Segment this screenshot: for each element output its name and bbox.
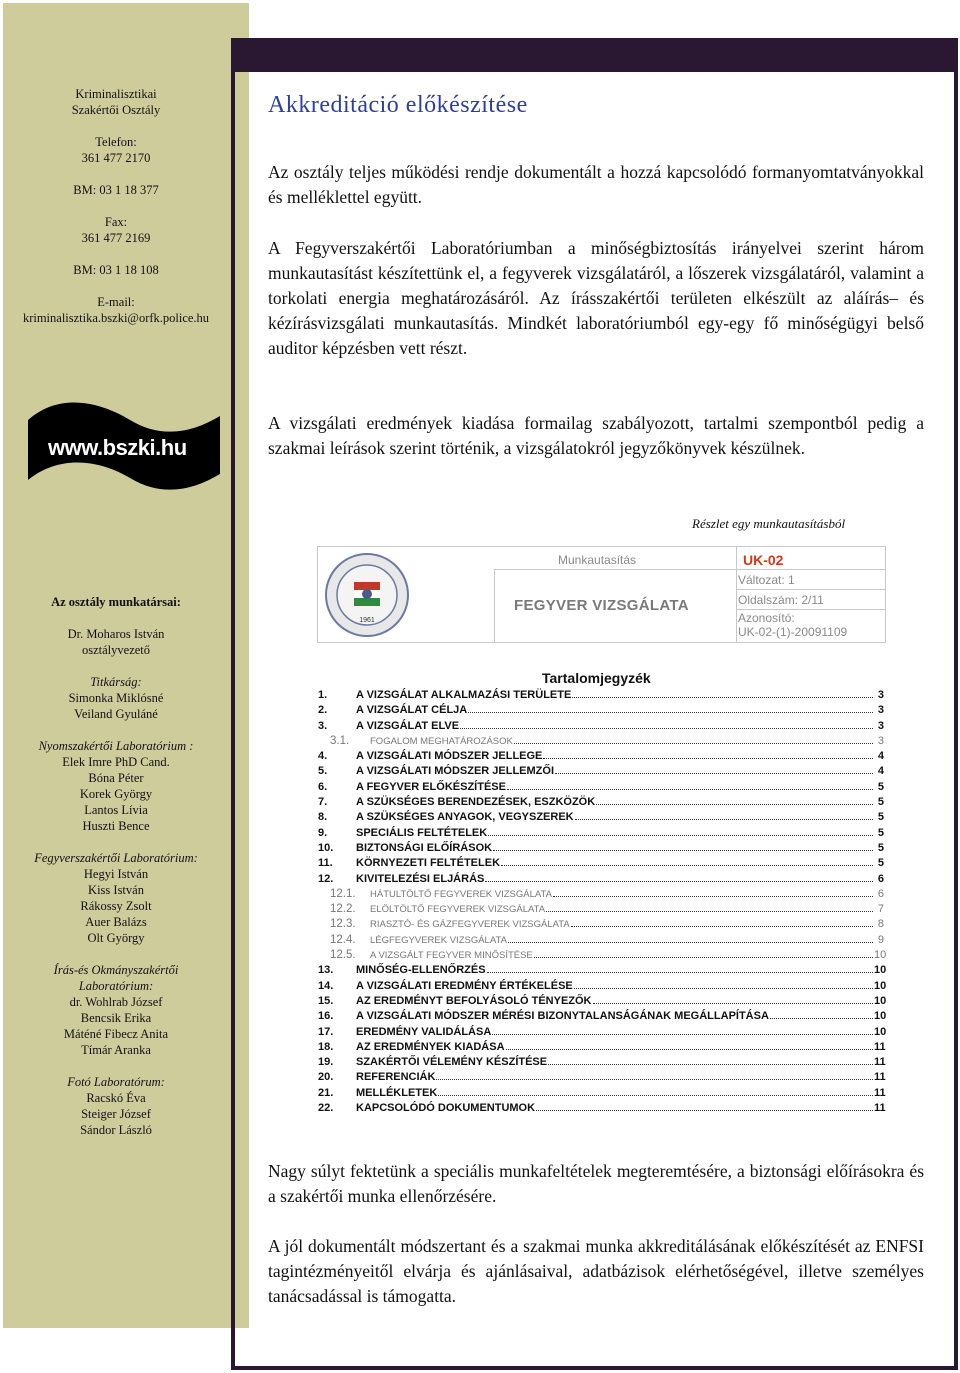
toc-entry-number: 12.	[318, 872, 334, 885]
paragraph-1: Az osztály teljes működési rendje dokumentált a hozzá kapcsolódó formanyomtatványokkal és melléklettel együtt.	[268, 162, 924, 207]
org-name-line1: Kriminalisztikai	[75, 87, 157, 101]
toc-entry-title: A VIZSGÁLAT ELVE	[356, 719, 460, 732]
staff-name: Auer Balázs	[85, 915, 147, 929]
toc-entry-number: 6.	[318, 780, 328, 793]
toc-entry[interactable]	[318, 734, 884, 749]
staff-name: Korek György	[79, 787, 153, 801]
bm-phone: BM: 03 1 18 377	[73, 183, 159, 197]
toc-leader-dots	[506, 1049, 873, 1050]
seal-year: 1961	[359, 617, 375, 624]
staff-name: Hegyi István	[83, 867, 149, 881]
toc-leader-dots	[571, 926, 873, 927]
toc-leader-dots	[488, 835, 873, 836]
document-id-label: Azonosító:	[738, 611, 795, 625]
toc-leader-dots	[485, 881, 873, 882]
document-title: FEGYVER VIZSGÁLATA	[514, 597, 689, 614]
toc-entry-title: LÉGFEGYVEREK VIZSGÁLATA	[370, 934, 507, 946]
toc-leader-dots	[555, 773, 873, 774]
toc-entry[interactable]	[318, 917, 884, 932]
toc-entry-title: A VIZSGÁLAT CÉLJA	[356, 704, 468, 717]
secretariat-label: Titkárság:	[90, 675, 142, 689]
toc-entry-title: RIASZTÓ- ÉS GÁZFEGYVEREK VIZSGÁLATA	[370, 919, 570, 931]
fax-label: Fax:	[104, 215, 128, 229]
toc-entry[interactable]	[318, 780, 884, 795]
header-divider	[494, 569, 736, 570]
toc-leader-dots	[492, 1034, 873, 1035]
toc-entry[interactable]	[318, 933, 884, 948]
photo-lab-label: Fotó Laboratórum:	[67, 1075, 165, 1089]
toc-entry[interactable]	[318, 887, 884, 902]
toc-entry[interactable]	[318, 1009, 887, 1024]
toc-entry-number: 12.1.	[330, 887, 356, 900]
header-divider	[736, 547, 737, 642]
toc-entry-title: A FEGYVER ELŐKÉSZÍTÉSE	[356, 780, 506, 793]
toc-entry-title: A VIZSGÁLATI MÓDSZER MÉRÉSI BIZONYTALANSÁGÁNAK MEGÁLLAPÍTÁSA	[356, 1010, 769, 1023]
toc-entry-number: 9.	[318, 826, 328, 839]
toc-entry[interactable]	[318, 1040, 884, 1055]
toc-leader-dots	[553, 896, 873, 897]
toc-entry-title: FOGALOM MEGHATÁROZÁSOK	[370, 735, 513, 747]
staff-heading: Az osztály munkatársai:	[51, 595, 181, 609]
toc-entry[interactable]	[318, 948, 887, 963]
paragraph-2: A Fegyverszakértői Laboratóriumban a minőségbiztosítás irányelvei szerint három munkautasítást készítettünk el, a fegyverek vizsgálatáról, a lőszerek vizsgálatáról, valamint a torkolati energia meghatározásáról. Az írásszakértői területen elkészült az aláírás– és kézírásvizsgálati munkautasítás. Mindkét laboratóriumból egy-egy fő minőségügyi belső auditor képzésben vett részt.	[268, 238, 924, 358]
toc-entry[interactable]	[318, 994, 887, 1009]
staff-name: Veiland Gyuláné	[74, 707, 158, 721]
frame-border-left	[231, 38, 235, 1368]
toc-entry-title: SPECIÁLIS FELTÉTELEK	[356, 826, 488, 839]
toc-entry[interactable]	[318, 688, 884, 703]
toc-leader-dots	[507, 789, 873, 790]
document-id: UK-02-(1)-20091109	[738, 625, 848, 639]
toc-entry-title: A SZÜKSÉGES ANYAGOK, VEGYSZEREK	[356, 811, 574, 824]
toc-entry-title: REFERENCIÁK	[356, 1071, 436, 1084]
weapon-lab-label: Fegyverszakértői Laboratórium:	[34, 851, 198, 865]
toc-entry-title: AZ EREDMÉNYEK KIADÁSA	[356, 1040, 505, 1053]
seal-icon	[324, 552, 410, 638]
toc-leader-dots	[436, 1079, 873, 1080]
toc-entry-number: 20.	[318, 1071, 334, 1084]
staff-block	[0, 594, 232, 1138]
toc-leader-dots	[468, 712, 873, 713]
toc-leader-dots	[770, 1018, 873, 1019]
staff-name: Steiger József	[81, 1107, 151, 1121]
toc-entry[interactable]	[318, 963, 887, 978]
toc-entry-number: 22.	[318, 1102, 334, 1115]
toc-entry-number: 18.	[318, 1040, 334, 1053]
toc-entry-page: 10	[874, 949, 887, 962]
staff-name: Tímár Aranka	[81, 1043, 151, 1057]
toc-leader-dots	[572, 697, 873, 698]
paragraph-4: Nagy súlyt fektetünk a speciális munkafeltételek megteremtésére, a biztonsági előírásokra és a szakértői munka ellenőrzésére.	[268, 1161, 924, 1206]
toc-entry-page: 5	[877, 826, 884, 839]
toc-entry-page: 11	[874, 1056, 886, 1069]
contact-block	[0, 86, 232, 326]
fax-number: 361 477 2169	[81, 231, 151, 245]
toc-entry-page: 10	[874, 964, 887, 977]
toc-entry-title: KÖRNYEZETI FELTÉTELEK	[356, 857, 501, 870]
toc-entry-title: HÁTULTÖLTŐ FEGYVEREK VIZSGÁLATA	[370, 888, 552, 900]
toc-entry-number: 12.2.	[330, 903, 356, 916]
toc-entry-number: 5.	[318, 765, 328, 778]
staff-name: Elek Imre PhD Cand.	[62, 755, 170, 769]
toc-entry-page: 5	[877, 841, 884, 854]
header-divider	[736, 589, 885, 590]
toc-entry[interactable]	[318, 764, 884, 779]
toc-leader-dots	[574, 988, 873, 989]
toc-entry-page: 6	[877, 887, 884, 900]
toc-entry[interactable]	[318, 1101, 884, 1116]
website-link[interactable]: www.bszki.hu	[48, 435, 187, 460]
toc-entry-title: ELÖLTÖLTŐ FEGYVEREK VIZSGÁLATA	[370, 904, 546, 916]
toc-title: Tartalomjegyzék	[542, 670, 651, 686]
staff-name: Máténé Fibecz Anita	[63, 1027, 169, 1041]
toc-entry-page: 10	[874, 1025, 887, 1038]
toc-entry-number: 15.	[318, 994, 334, 1007]
toc-entry-title: EREDMÉNY VALIDÁLÁSA	[356, 1025, 492, 1038]
toc-entry-page: 10	[874, 979, 887, 992]
toc-entry-page: 4	[877, 765, 884, 778]
toc-entry-title: SZAKÉRTŐI VÉLEMÉNY KÉSZÍTÉSE	[356, 1056, 548, 1069]
toc-entry-number: 21.	[318, 1086, 334, 1099]
toc-leader-dots	[460, 728, 873, 729]
document-code: UK-02	[743, 552, 784, 568]
toc-entry-title: A VIZSGÁLT FEGYVER MINŐSÍTÉSE	[370, 950, 533, 962]
toc-entry-title: A VIZSGÁLAT ALKALMAZÁSI TERÜLETE	[356, 689, 572, 701]
header-label: Munkautasítás	[558, 553, 637, 567]
toc-leader-dots	[593, 1003, 873, 1004]
toc-entry[interactable]	[318, 703, 884, 718]
toc-entry-page: 11	[874, 1040, 886, 1053]
email-label: E-mail:	[97, 295, 135, 309]
toc-entry[interactable]	[318, 856, 884, 871]
toc-entry[interactable]	[318, 979, 887, 994]
toc-entry-title: A VIZSGÁLATI MÓDSZER JELLEGE	[356, 750, 543, 763]
toc-entry-page: 7	[877, 903, 884, 916]
toc-entry-page: 11	[874, 1086, 886, 1099]
toc-entry-number: 2.	[318, 704, 328, 717]
toc-entry[interactable]	[318, 810, 884, 825]
toc-entry-number: 12.3.	[330, 918, 356, 931]
toc-entry-title: MELLÉKLETEK	[356, 1086, 438, 1099]
toc-entry[interactable]	[318, 826, 884, 841]
trace-lab-label: Nyomszakértői Laboratórium :	[38, 739, 194, 753]
toc-entry-page: 9	[877, 933, 884, 946]
toc-entry[interactable]	[318, 872, 884, 887]
document-lab-label: Írás-és Okmányszakértői	[53, 963, 179, 977]
toc-entry[interactable]	[318, 719, 884, 734]
toc-entry-number: 17.	[318, 1025, 334, 1038]
toc-entry-page: 8	[877, 918, 884, 931]
toc-entry-title: KIVITELEZÉSI ELJÁRÁS	[356, 872, 485, 885]
staff-name: Olt György	[87, 931, 145, 945]
page-title: Akkreditáció előkészítése	[268, 92, 528, 118]
paragraph-3: A vizsgálati eredmények kiadása formailag szabályozott, tartalmi szempontból pedig a szakmai leírások szerint történik, a vizsgálatokról jegyzőkönyvek készülnek.	[268, 413, 924, 458]
toc-entry[interactable]	[318, 795, 884, 810]
staff-name: Bencsik Erika	[80, 1011, 152, 1025]
toc-leader-dots	[508, 942, 873, 943]
toc-leader-dots	[548, 1064, 873, 1065]
toc-leader-dots	[546, 911, 873, 912]
staff-name: Lantos Lívia	[84, 803, 148, 817]
toc-entry-title: KAPCSOLÓDÓ DOKUMENTUMOK	[356, 1102, 536, 1115]
staff-name: Racskó Éva	[86, 1091, 146, 1105]
figure-caption: Részlet egy munkautasításból	[692, 516, 846, 531]
toc-entry-number: 12.4.	[330, 933, 356, 946]
org-name-line2: Szakértői Osztály	[71, 103, 161, 117]
toc-leader-dots	[536, 1110, 873, 1111]
toc-entry-page: 3	[877, 719, 884, 732]
toc-leader-dots	[596, 804, 873, 805]
toc-leader-dots	[534, 957, 873, 958]
toc-leader-dots	[438, 1095, 873, 1096]
document-lab-label-2: Laboratórium:	[78, 979, 154, 993]
staff-name: Rákossy Zsolt	[80, 899, 152, 913]
header-bar	[231, 38, 958, 72]
toc-leader-dots	[543, 758, 873, 759]
header-divider	[736, 609, 885, 610]
toc-entry-page: 4	[877, 750, 884, 763]
head-name: Dr. Moharos István	[67, 627, 165, 641]
staff-name: Simonka Miklósné	[68, 691, 164, 705]
toc-entry[interactable]	[318, 902, 884, 917]
toc-entry-number: 8.	[318, 811, 328, 824]
toc-entry-number: 16.	[318, 1010, 334, 1023]
toc-entry-number: 3.1.	[330, 734, 350, 747]
toc-entry-number: 14.	[318, 979, 334, 992]
staff-name: Sándor László	[80, 1123, 152, 1137]
staff-name: Kiss István	[88, 883, 144, 897]
staff-name: Bóna Péter	[88, 771, 144, 785]
toc-entry-page: 3	[877, 689, 884, 701]
toc-leader-dots	[493, 850, 873, 851]
document-header	[317, 546, 886, 643]
bm-fax: BM: 03 1 18 108	[73, 263, 159, 277]
toc-entry-number: 7.	[318, 796, 328, 809]
table-of-contents	[318, 688, 887, 1116]
toc-entry-number: 12.5.	[330, 949, 356, 962]
head-role: osztályvezető	[81, 643, 151, 657]
toc-entry-page: 5	[877, 857, 884, 870]
toc-leader-dots	[501, 865, 873, 866]
frame-border-bottom	[231, 1366, 958, 1370]
toc-leader-dots	[575, 819, 873, 820]
toc-leader-dots	[514, 743, 873, 744]
toc-entry-page: 5	[877, 780, 884, 793]
document-page: Oldalszám: 2/11	[738, 593, 824, 607]
toc-entry-title: A VIZSGÁLATI MÓDSZER JELLEMZŐI	[356, 765, 554, 778]
staff-name: dr. Wohlrab József	[69, 995, 163, 1009]
toc-entry-title: A SZÜKSÉGES BERENDEZÉSEK, ESZKÖZÖK	[356, 796, 596, 809]
toc-entry[interactable]	[318, 1055, 884, 1070]
toc-entry-title: A VIZSGÁLATI EREDMÉNY ÉRTÉKELÉSE	[356, 979, 573, 992]
toc-leader-dots	[487, 972, 873, 973]
toc-entry-title: BIZTONSÁGI ELŐÍRÁSOK	[356, 841, 493, 854]
header-divider	[494, 569, 495, 642]
toc-entry-number: 19.	[318, 1056, 334, 1069]
toc-entry[interactable]	[318, 841, 884, 856]
toc-entry[interactable]	[318, 749, 884, 764]
toc-entry[interactable]	[318, 1086, 884, 1101]
staff-name: Huszti Bence	[82, 819, 150, 833]
toc-entry[interactable]	[318, 1025, 887, 1040]
toc-entry[interactable]	[318, 1070, 884, 1085]
toc-entry-number: 3.	[318, 719, 328, 732]
toc-entry-page: 3	[877, 734, 884, 747]
toc-entry-number: 1.	[318, 689, 328, 701]
toc-entry-page: 5	[877, 796, 884, 809]
email-link[interactable]: kriminalisztika.bszki@orfk.police.hu	[22, 311, 210, 325]
toc-entry-number: 13.	[318, 964, 334, 977]
toc-entry-title: MINŐSÉG-ELLENŐRZÉS	[356, 964, 486, 977]
header-divider	[736, 569, 885, 570]
frame-border-right	[954, 38, 958, 1370]
paragraph-5: A jól dokumentált módszertant és a szakmai munka akkreditálásának előkészítését az ENFSI tagintézményeitől elvárja és ajánlásaival, adatbázisok elérhetőségével, illetve személyes tanácsadással is támogatta.	[268, 1236, 924, 1306]
toc-entry-page: 5	[877, 811, 884, 824]
toc-entry-page: 10	[874, 1010, 887, 1023]
toc-entry-number: 10.	[318, 841, 334, 854]
toc-entry-page: 3	[877, 704, 884, 717]
toc-entry-number: 4.	[318, 750, 328, 763]
toc-entry-page: 11	[874, 1102, 886, 1115]
document-version: Változat: 1	[738, 573, 795, 587]
toc-entry-title: AZ EREDMÉNYT BEFOLYÁSOLÓ TÉNYEZŐK	[356, 994, 592, 1007]
toc-entry-number: 11.	[318, 857, 333, 870]
toc-entry-page: 6	[877, 872, 884, 885]
phone-label: Telefon:	[95, 135, 137, 149]
toc-entry-page: 10	[874, 994, 887, 1007]
toc-entry-page: 11	[874, 1071, 886, 1084]
phone-number: 361 477 2170	[81, 151, 151, 165]
